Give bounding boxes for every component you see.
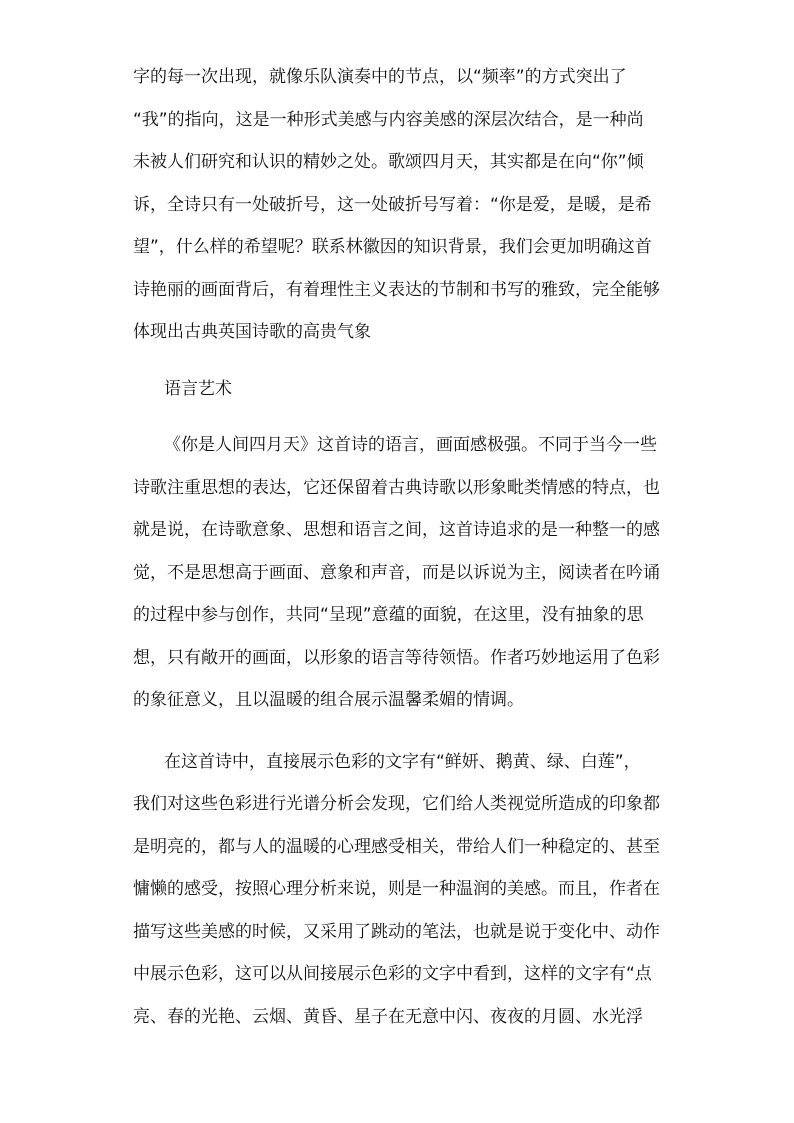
paragraph-line: 未被人们研究和认识的精妙之处。歌颂四月天，其实都是在向“你”倾 (133, 152, 644, 172)
paragraph-line: 想，只有敞开的画面，以形象的语言等待领悟。作者巧妙地运用了色彩 (133, 648, 660, 668)
paragraph-line: 觉，不是思想高于画面、意象和声音，而是以诉说为主，阅读者在吟诵 (133, 563, 660, 583)
paragraph-line: 在这首诗中，直接展示色彩的文字有“鲜妍、鹅黄、绿、白莲”， (164, 752, 641, 772)
paragraph-line: 中展示色彩，这可以从间接展示色彩的文字中看到，这样的文字有“点 (133, 964, 652, 984)
paragraph-line: 字的每一次出现，就像乐队演奏中的节点，以“频率”的方式突出了 (133, 67, 627, 87)
paragraph-line: 望”，什么样的希望呢？联系林徽因的知识背景，我们会更加明确这首 (133, 237, 652, 257)
paragraph-line: 《你是人间四月天》这首诗的语言，画面感极强。不同于当今一些 (164, 435, 657, 455)
paragraph-line: 慵懒的感受，按照心理分析来说，则是一种温润的美感。而且，作者在 (133, 879, 660, 899)
paragraph-line: 亮、春的光艳、云烟、黄昏、星子在无意中闪、夜夜的月圆、水光浮 (133, 1007, 643, 1027)
paragraph-line: 的象征意义，且以温暖的组合展示温馨柔媚的情调。 (133, 690, 524, 710)
paragraph-line: 就是说，在诗歌意象、思想和语言之间，这首诗追求的是一种整一的感 (133, 520, 660, 540)
paragraph-line: 描写这些美感的时候，又采用了跳动的笔法，也就是说于变化中、动作 (133, 922, 660, 942)
paragraph-line: 体现出古典英国诗歌的高贵气象 (133, 322, 371, 342)
paragraph-line: 我们对这些色彩进行光谱分析会发现，它们给人类视觉所造成的印象都 (133, 794, 660, 814)
paragraph-line: 诗歌注重思想的表达，它还保留着古典诗歌以形象毗类情感的特点，也 (133, 478, 660, 498)
paragraph-line: 是明亮的，都与人的温暖的心理感受相关，带给人们一种稳定的、甚至 (133, 837, 660, 857)
paragraph-line: “我”的指向，这是一种形式美感与内容美感的深层次结合，是一种尚 (133, 110, 644, 130)
section-heading: 语言艺术 (164, 379, 232, 399)
paragraph-line: 诗艳丽的画面背后，有着理性主义表达的节制和书写的雅致，完全能够 (133, 280, 660, 300)
paragraph-line: 诉，全诗只有一处破折号，这一处破折号写着：“你是爱，是暖，是希 (133, 195, 652, 215)
paragraph-line: 的过程中参与创作，共同“呈现”意蕴的面貌，在这里，没有抽象的思 (133, 605, 644, 625)
